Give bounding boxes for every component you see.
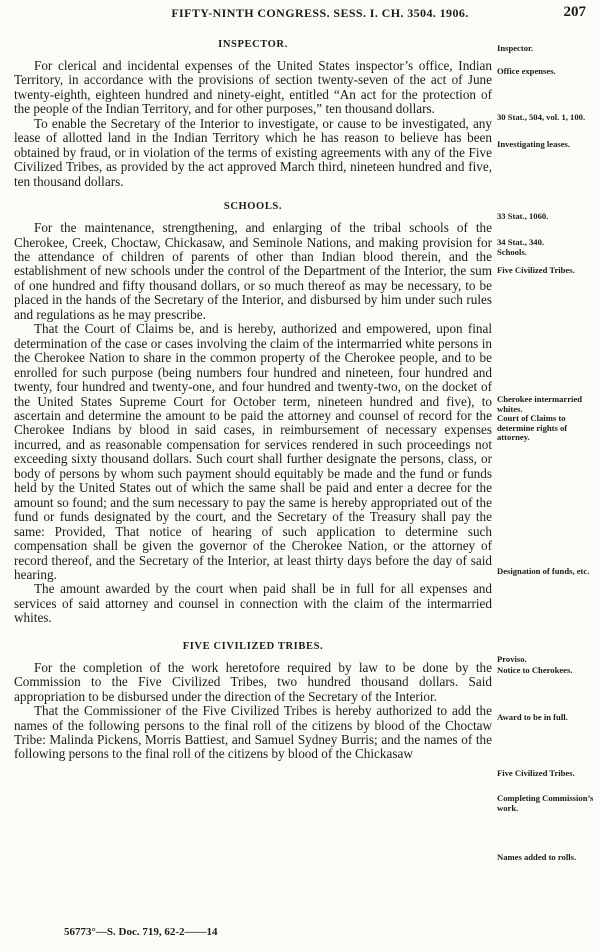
margin-note: Names added to rolls. (497, 852, 577, 862)
main-text-column (14, 38, 492, 762)
margin-note: Court of Claims to determine rights of attorney. (497, 413, 568, 442)
margin-note: Five Civilized Tribes. (497, 768, 575, 778)
margin-note: Office expenses. (497, 66, 556, 76)
margin-note: Five Civilized Tribes. (497, 265, 575, 275)
paragraph: For the completion of the work heretofore required by law to be done by the Commission to the Five Civilized Tribes, two hundred thousand dollars. Said appropriation to be disbursed under the direction of the Secretary of the Interior. (14, 659, 492, 704)
margin-note: Proviso. (497, 654, 527, 664)
running-head: FIFTY-NINTH CONGRESS. SESS. I. CH. 3504. 1906. (171, 6, 469, 20)
paragraph: For clerical and incidental expenses of the United States inspector’s office, Indian Territory, in accordance with the provisions of section twenty-seven of the act of June twenty-eighth, eighteen hundred and ninety-eight, entitled “An act for the protection of the people of the Indian Territory, and for other purposes,” ten thousand dollars. (14, 58, 492, 117)
margin-note: Cherokee intermarried whites. (497, 394, 583, 414)
margin-note: 30 Stat., 504, vol. 1, 100. (497, 112, 586, 122)
margin-note: 34 Stat., 340. (497, 237, 545, 247)
paragraph: The amount awarded by the court when paid shall be in full for all expenses and services of said attorney and counsel in connection with the claim of the intermarried whites. (14, 581, 492, 626)
section-inspector (14, 38, 492, 189)
margin-note: Schools. (497, 247, 527, 257)
margin-note: 33 Stat., 1060. (497, 211, 549, 221)
section-heading: INSPECTOR. (218, 39, 288, 50)
section-heading: SCHOOLS. (223, 201, 283, 213)
section-five-civilized-tribes (14, 640, 492, 762)
paragraph: For the maintenance, strengthening, and enlarging of the tribal schools of the Cherokee, Creek, Choctaw, Chickasaw, and Seminole Nations, and making provision for the attendance of children of parents of other than Indian blood therein, and the establishment of new schools under the control of the Department of the Interior, the sum of one hundred and fifty thousand dollars, or so much thereof as may be necessary, to be placed in the hands of the Secretary of the Interior, and disbursed by him under such rules and regulations as he may prescribe. (14, 220, 492, 322)
paragraph: To enable the Secretary of the Interior to investigate, or cause to be investigated, any lease of allotted land in the Indian Territory which he has reason to believe has been obtained by fraud, or in violation of the terms of existing agreements with any of the Five Civilized Tribes, as provided by the act approved March third, nineteen hundred and five, ten thousand dollars. (14, 115, 492, 189)
footer-signature: 56773°—S. Doc. 719, 62-2——14 (64, 926, 218, 938)
margin-note: Completing Commission’s work. (497, 793, 594, 813)
margin-note: Notice to Cherokees. (497, 665, 573, 675)
page-number: 207 (563, 4, 586, 20)
margin-note: Designation of funds, etc. (497, 566, 590, 576)
margin-note: Award to be in full. (497, 712, 568, 722)
paragraph: That the Court of Claims be, and is hereby, authorized and empowered, upon final determination of the case or cases involving the claim of the intermarried white persons in the Cherokee Nation to share in the common property of the Cherokee people, and to be enrolled for such purpose (being numbers four hundred and nineteen, four hundred and twenty, four hundred and twenty-one, and four hundred and twenty-two, on the docket of the United States Supreme Court for October term, nineteen hundred and five), to ascertain and determine the amount to be paid the attorney and counsel of record for the Cherokee Indians by blood in said cases, in reimbursement of necessary expenses incurred, and as reasonable compensation for services rendered in such proceedings not exceeding sixty thousand dollars. Such court shall further designate the persons, class, or body of persons by whom such payment should equitably be made and the fund or funds held by the United States out of which the same shall be paid and enter a decree for the amount so found; and the sum necessary to pay the same is hereby appropriated out of the fund or funds designated by the court, and the Secretary of the Treasury shall pay the same: Provided, That notice of hearing of such application to determine such compensation shall be given the governor of the Cherokee Nation, or the attorney of record thereof, and the Secretary of the Interior, at least thirty days before the day of said hearing. (14, 321, 492, 582)
section-schools (14, 200, 492, 626)
margin-note: Inspector. (497, 43, 534, 53)
margin-note: Investigating leases. (497, 139, 571, 149)
section-heading: FIVE CIVILIZED TRIBES. (182, 640, 324, 652)
paragraph: That the Commissioner of the Five Civilized Tribes is hereby authorized to add the names of the following persons to the final roll of the citizens by blood of the Choctaw Tribe: Malinda Pickens, Morris Battiest, and Samuel Sydney Burris; and the names of the following persons to the final roll of the citizens by blood of the Chickasaw (14, 703, 492, 762)
